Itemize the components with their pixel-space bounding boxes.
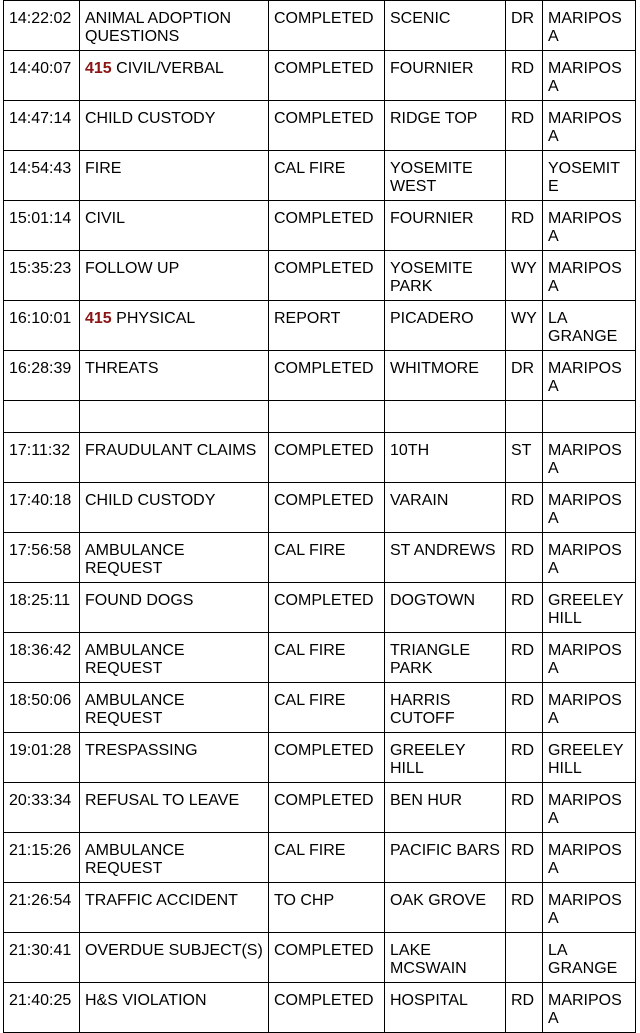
street-suffix-cell: RD: [506, 983, 543, 1033]
table-row: [4, 633, 636, 683]
call-time-cell: 16:28:39: [4, 351, 80, 401]
call-time-cell: 21:40:25: [4, 983, 80, 1033]
table-row: [4, 251, 636, 301]
city-cell: MARIPOSA: [543, 251, 636, 301]
street-cell: PACIFIC BARS: [385, 833, 506, 883]
call-type-cell: [80, 633, 269, 683]
call-time-cell: 21:30:41: [4, 933, 80, 983]
city-cell: MARIPOSA: [543, 101, 636, 151]
table-row: [4, 883, 636, 933]
call-type-cell: [80, 433, 269, 483]
call-type-cell: [80, 883, 269, 933]
call-type-label: OVERDUE SUBJECT(S): [85, 942, 263, 959]
call-time-cell: 19:01:28: [4, 733, 80, 783]
city-cell: MARIPOSA: [543, 783, 636, 833]
city-cell: GREELEY HILL: [543, 583, 636, 633]
street-cell: RIDGE TOP: [385, 101, 506, 151]
call-time-cell: 21:26:54: [4, 883, 80, 933]
city-cell: [543, 401, 636, 433]
call-time-cell: 18:36:42: [4, 633, 80, 683]
penal-code-label: 415: [85, 310, 112, 327]
call-type-cell: [80, 733, 269, 783]
call-time-cell: 14:54:43: [4, 151, 80, 201]
city-cell: MARIPOSA: [543, 51, 636, 101]
call-type-label: REFUSAL TO LEAVE: [85, 792, 240, 809]
street-cell: FOURNIER: [385, 51, 506, 101]
city-cell: MARIPOSA: [543, 983, 636, 1033]
disposition-cell: COMPLETED: [269, 483, 385, 533]
call-type-cell: [80, 1, 269, 51]
street-suffix-cell: DR: [506, 351, 543, 401]
street-cell: HOSPITAL: [385, 983, 506, 1033]
call-time-cell: 16:10:01: [4, 301, 80, 351]
street-suffix-cell: [506, 401, 543, 433]
call-type-label: AMBULANCE REQUEST: [85, 542, 185, 577]
street-cell: YOSEMITE WEST: [385, 151, 506, 201]
street-cell: 10TH: [385, 433, 506, 483]
call-type-cell: [80, 533, 269, 583]
table-row: [4, 351, 636, 401]
city-cell: MARIPOSA: [543, 351, 636, 401]
table-row: [4, 101, 636, 151]
street-suffix-cell: RD: [506, 483, 543, 533]
street-suffix-cell: WY: [506, 301, 543, 351]
disposition-cell: CAL FIRE: [269, 833, 385, 883]
call-type-cell: [80, 833, 269, 883]
disposition-cell: REPORT: [269, 301, 385, 351]
street-suffix-cell: RD: [506, 783, 543, 833]
call-type-label: H&S VIOLATION: [85, 992, 207, 1009]
call-type-label: FOUND DOGS: [85, 592, 194, 609]
table-row: [4, 201, 636, 251]
street-suffix-cell: [506, 933, 543, 983]
street-suffix-cell: ST: [506, 433, 543, 483]
disposition-cell: COMPLETED: [269, 101, 385, 151]
call-type-label: FIRE: [85, 160, 122, 177]
call-type-cell: [80, 933, 269, 983]
call-type-cell: [80, 683, 269, 733]
call-type-label: CHILD CUSTODY: [85, 110, 216, 127]
call-time-cell: 21:15:26: [4, 833, 80, 883]
city-cell: MARIPOSA: [543, 883, 636, 933]
street-suffix-cell: RD: [506, 583, 543, 633]
call-type-label: TRAFFIC ACCIDENT: [85, 892, 238, 909]
table-row: [4, 301, 636, 351]
city-cell: MARIPOSA: [543, 201, 636, 251]
table-row: [4, 51, 636, 101]
street-cell: DOGTOWN: [385, 583, 506, 633]
call-time-cell: 15:35:23: [4, 251, 80, 301]
call-type-label: PHYSICAL: [116, 310, 196, 327]
street-suffix-cell: RD: [506, 51, 543, 101]
call-type-cell: [80, 483, 269, 533]
call-type-cell: [80, 983, 269, 1033]
street-cell: VARAIN: [385, 483, 506, 533]
street-suffix-cell: RD: [506, 533, 543, 583]
call-type-cell: [80, 251, 269, 301]
call-type-cell: [80, 151, 269, 201]
disposition-cell: COMPLETED: [269, 933, 385, 983]
street-suffix-cell: RD: [506, 201, 543, 251]
disposition-cell: COMPLETED: [269, 783, 385, 833]
call-time-cell: 14:47:14: [4, 101, 80, 151]
call-type-label: AMBULANCE REQUEST: [85, 642, 185, 677]
street-cell: GREELEY HILL: [385, 733, 506, 783]
disposition-cell: COMPLETED: [269, 51, 385, 101]
table-row: [4, 733, 636, 783]
table-row: [4, 683, 636, 733]
call-type-cell: [80, 783, 269, 833]
table-row: [4, 151, 636, 201]
disposition-cell: TO CHP: [269, 883, 385, 933]
street-suffix-cell: RD: [506, 733, 543, 783]
disposition-cell: COMPLETED: [269, 351, 385, 401]
street-cell: PICADERO: [385, 301, 506, 351]
table-row: [4, 483, 636, 533]
call-type-label: FOLLOW UP: [85, 260, 180, 277]
street-suffix-cell: RD: [506, 833, 543, 883]
penal-code-label: 415: [85, 60, 112, 77]
street-cell: WHITMORE: [385, 351, 506, 401]
call-type-cell: [80, 201, 269, 251]
street-suffix-cell: DR: [506, 1, 543, 51]
city-cell: LA GRANGE: [543, 301, 636, 351]
table-row: [4, 533, 636, 583]
call-log-body: [4, 1, 636, 1033]
call-type-cell: [80, 101, 269, 151]
disposition-cell: COMPLETED: [269, 201, 385, 251]
city-cell: MARIPOSA: [543, 683, 636, 733]
call-type-cell: [80, 401, 269, 433]
disposition-cell: CAL FIRE: [269, 533, 385, 583]
city-cell: MARIPOSA: [543, 483, 636, 533]
call-type-label: CIVIL/VERBAL: [116, 60, 224, 77]
call-type-label: CIVIL: [85, 210, 126, 227]
call-time-cell: 17:56:58: [4, 533, 80, 583]
call-type-label: CHILD CUSTODY: [85, 492, 216, 509]
city-cell: MARIPOSA: [543, 633, 636, 683]
call-type-label: AMBULANCE REQUEST: [85, 692, 185, 727]
call-time-cell: 14:40:07: [4, 51, 80, 101]
disposition-cell: COMPLETED: [269, 583, 385, 633]
street-cell: [385, 401, 506, 433]
disposition-cell: CAL FIRE: [269, 683, 385, 733]
call-log-table: [3, 0, 636, 1033]
city-cell: MARIPOSA: [543, 433, 636, 483]
disposition-cell: COMPLETED: [269, 251, 385, 301]
street-cell: YOSEMITE PARK: [385, 251, 506, 301]
table-row: [4, 983, 636, 1033]
street-suffix-cell: RD: [506, 101, 543, 151]
call-type-label: AMBULANCE REQUEST: [85, 842, 185, 877]
street-cell: LAKE MCSWAIN: [385, 933, 506, 983]
call-type-cell: [80, 301, 269, 351]
call-type-label: FRAUDULANT CLAIMS: [85, 442, 257, 459]
table-row: [4, 833, 636, 883]
disposition-cell: COMPLETED: [269, 1, 385, 51]
street-suffix-cell: RD: [506, 883, 543, 933]
city-cell: LA GRANGE: [543, 933, 636, 983]
table-row: [4, 583, 636, 633]
call-type-label: THREATS: [85, 360, 159, 377]
disposition-cell: COMPLETED: [269, 433, 385, 483]
city-cell: YOSEMITE: [543, 151, 636, 201]
call-type-label: TRESPASSING: [85, 742, 198, 759]
disposition-cell: CAL FIRE: [269, 151, 385, 201]
city-cell: MARIPOSA: [543, 833, 636, 883]
call-time-cell: 14:22:02: [4, 1, 80, 51]
disposition-cell: COMPLETED: [269, 983, 385, 1033]
table-row: [4, 401, 636, 433]
disposition-cell: COMPLETED: [269, 733, 385, 783]
call-time-cell: 17:11:32: [4, 433, 80, 483]
street-cell: BEN HUR: [385, 783, 506, 833]
call-time-cell: 17:40:18: [4, 483, 80, 533]
city-cell: GREELEY HILL: [543, 733, 636, 783]
call-time-cell: 20:33:34: [4, 783, 80, 833]
call-type-cell: [80, 583, 269, 633]
street-suffix-cell: [506, 151, 543, 201]
disposition-cell: [269, 401, 385, 433]
disposition-cell: CAL FIRE: [269, 633, 385, 683]
call-time-cell: 18:25:11: [4, 583, 80, 633]
city-cell: MARIPOSA: [543, 1, 636, 51]
street-cell: ST ANDREWS: [385, 533, 506, 583]
table-row: [4, 433, 636, 483]
street-cell: TRIANGLE PARK: [385, 633, 506, 683]
street-suffix-cell: WY: [506, 251, 543, 301]
street-cell: HARRIS CUTOFF: [385, 683, 506, 733]
table-row: [4, 933, 636, 983]
call-time-cell: [4, 401, 80, 433]
street-suffix-cell: RD: [506, 633, 543, 683]
call-time-cell: 18:50:06: [4, 683, 80, 733]
street-cell: OAK GROVE: [385, 883, 506, 933]
call-time-cell: 15:01:14: [4, 201, 80, 251]
street-cell: FOURNIER: [385, 201, 506, 251]
table-row: [4, 783, 636, 833]
city-cell: MARIPOSA: [543, 533, 636, 583]
street-cell: SCENIC: [385, 1, 506, 51]
call-type-cell: [80, 351, 269, 401]
street-suffix-cell: RD: [506, 683, 543, 733]
call-type-cell: [80, 51, 269, 101]
table-row: [4, 1, 636, 51]
call-type-label: ANIMAL ADOPTION QUESTIONS: [85, 10, 232, 45]
